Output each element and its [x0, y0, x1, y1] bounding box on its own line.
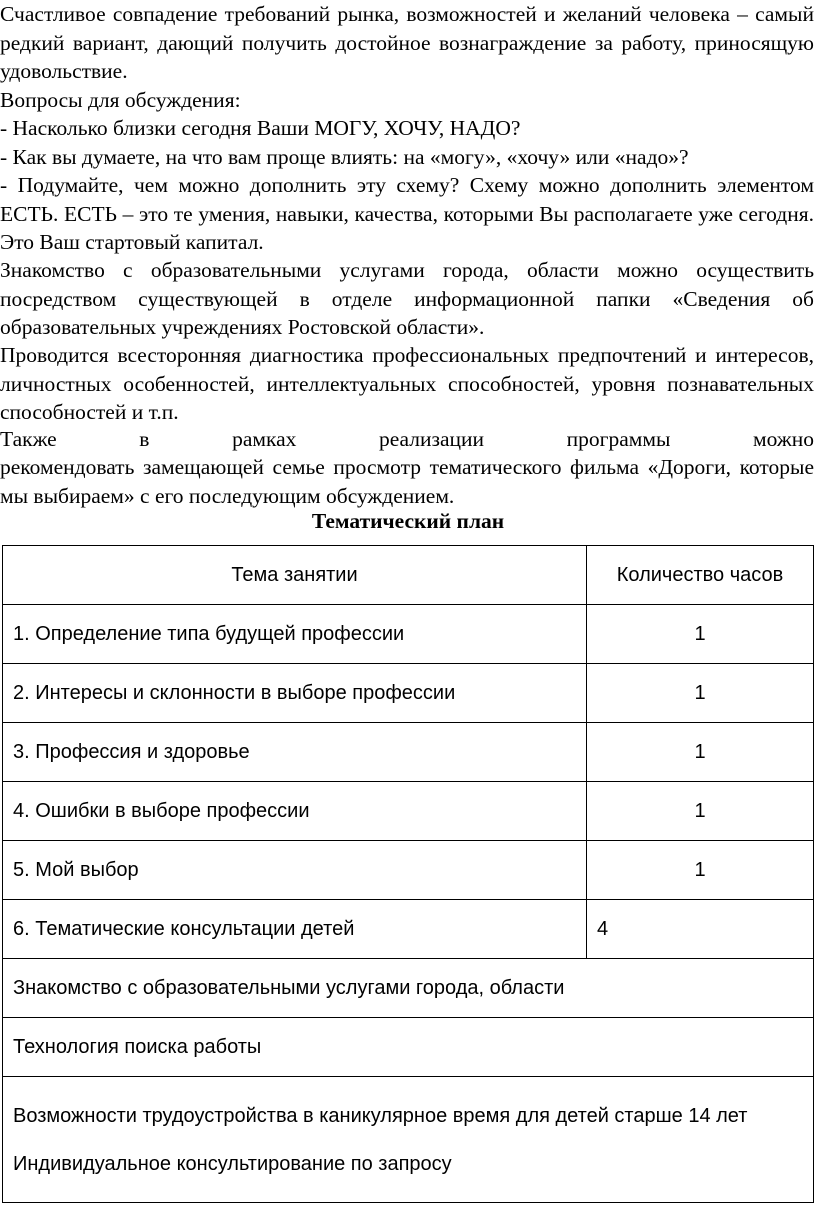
row-topic: 3. Профессия и здоровье	[3, 723, 587, 782]
row-hours: 4	[587, 900, 814, 959]
row-hours: 1	[587, 605, 814, 664]
table-subrow	[3, 1077, 814, 1203]
row-hours: 1	[587, 841, 814, 900]
subrow-topic: Технология поиска работы	[3, 1018, 814, 1077]
row-topic: 1. Определение типа будущей профессии	[3, 605, 587, 664]
table-row	[3, 723, 814, 782]
subrow-topic: Знакомство с образовательными услугами города, области	[3, 959, 814, 1018]
table-row	[3, 841, 814, 900]
plan-table	[2, 545, 814, 1203]
row-topic: 2. Интересы и склонности в выборе профессии	[3, 664, 587, 723]
table-row	[3, 782, 814, 841]
row-topic: 6. Тематические консультации детей	[3, 900, 587, 959]
header-topic: Тема занятии	[3, 546, 587, 605]
table-subrow	[3, 1018, 814, 1077]
table-header-row	[3, 546, 814, 605]
table-row	[3, 900, 814, 959]
row-hours: 1	[587, 664, 814, 723]
paragraph-film-line1: Также в рамках реализации программы можно	[0, 427, 814, 451]
paragraph-diagnostics: Проводится всесторонняя диагностика профессиональных предпочтений и интересов, личностных особенностей, интеллектуальных способностей, уровня познавательных способностей и т.п.	[0, 343, 814, 424]
table-row	[3, 605, 814, 664]
row-hours: 1	[587, 723, 814, 782]
table-row	[3, 664, 814, 723]
header-hours: Количество часов	[587, 546, 814, 605]
paragraph-question-2: - Как вы думаете, на что вам проще влиять: на «могу», «хочу» или «надо»?	[0, 145, 689, 169]
row-topic: 5. Мой выбор	[3, 841, 587, 900]
plan-title: Тематический план	[311, 509, 505, 533]
paragraph-questions-heading: Вопросы для обсуждения:	[0, 88, 241, 112]
row-hours: 1	[587, 782, 814, 841]
paragraph-question-3: - Подумайте, чем можно дополнить эту схему? Схему можно дополнить элементом ЕСТЬ. ЕСТЬ – это те умения, навыки, качества, которыми Вы располагаете уже сегодня. Это Ваш стартовый капитал.	[0, 173, 814, 254]
subrow-topic: Возможности трудоустройства в каникулярное время для детей старше 14 лет	[13, 1104, 748, 1127]
row-topic: 4. Ошибки в выборе профессии	[3, 782, 587, 841]
subrow-cell	[3, 1077, 814, 1203]
paragraph-film-rest: рекомендовать замещающей семье просмотр тематического фильма «Дороги, которые мы выбираем» с его последующим обсуждением.	[0, 455, 814, 508]
paragraph-intro: Счастливое совпадение требований рынка, возможностей и желаний человека – самый редкий вариант, дающий получить достойное вознаграждение за работу, приносящую удовольствие.	[0, 2, 814, 83]
table-subrow	[3, 959, 814, 1018]
paragraph-question-1: - Насколько близки сегодня Ваши МОГУ, ХОЧУ, НАДО?	[0, 116, 521, 140]
paragraph-services: Знакомство с образовательными услугами города, области можно осуществить посредством существующей в отделе информационной папки «Сведения об образовательных учреждениях Ростовской области».	[0, 258, 814, 339]
subrow-topic: Индивидуальное консультирование по запросу	[13, 1152, 452, 1175]
